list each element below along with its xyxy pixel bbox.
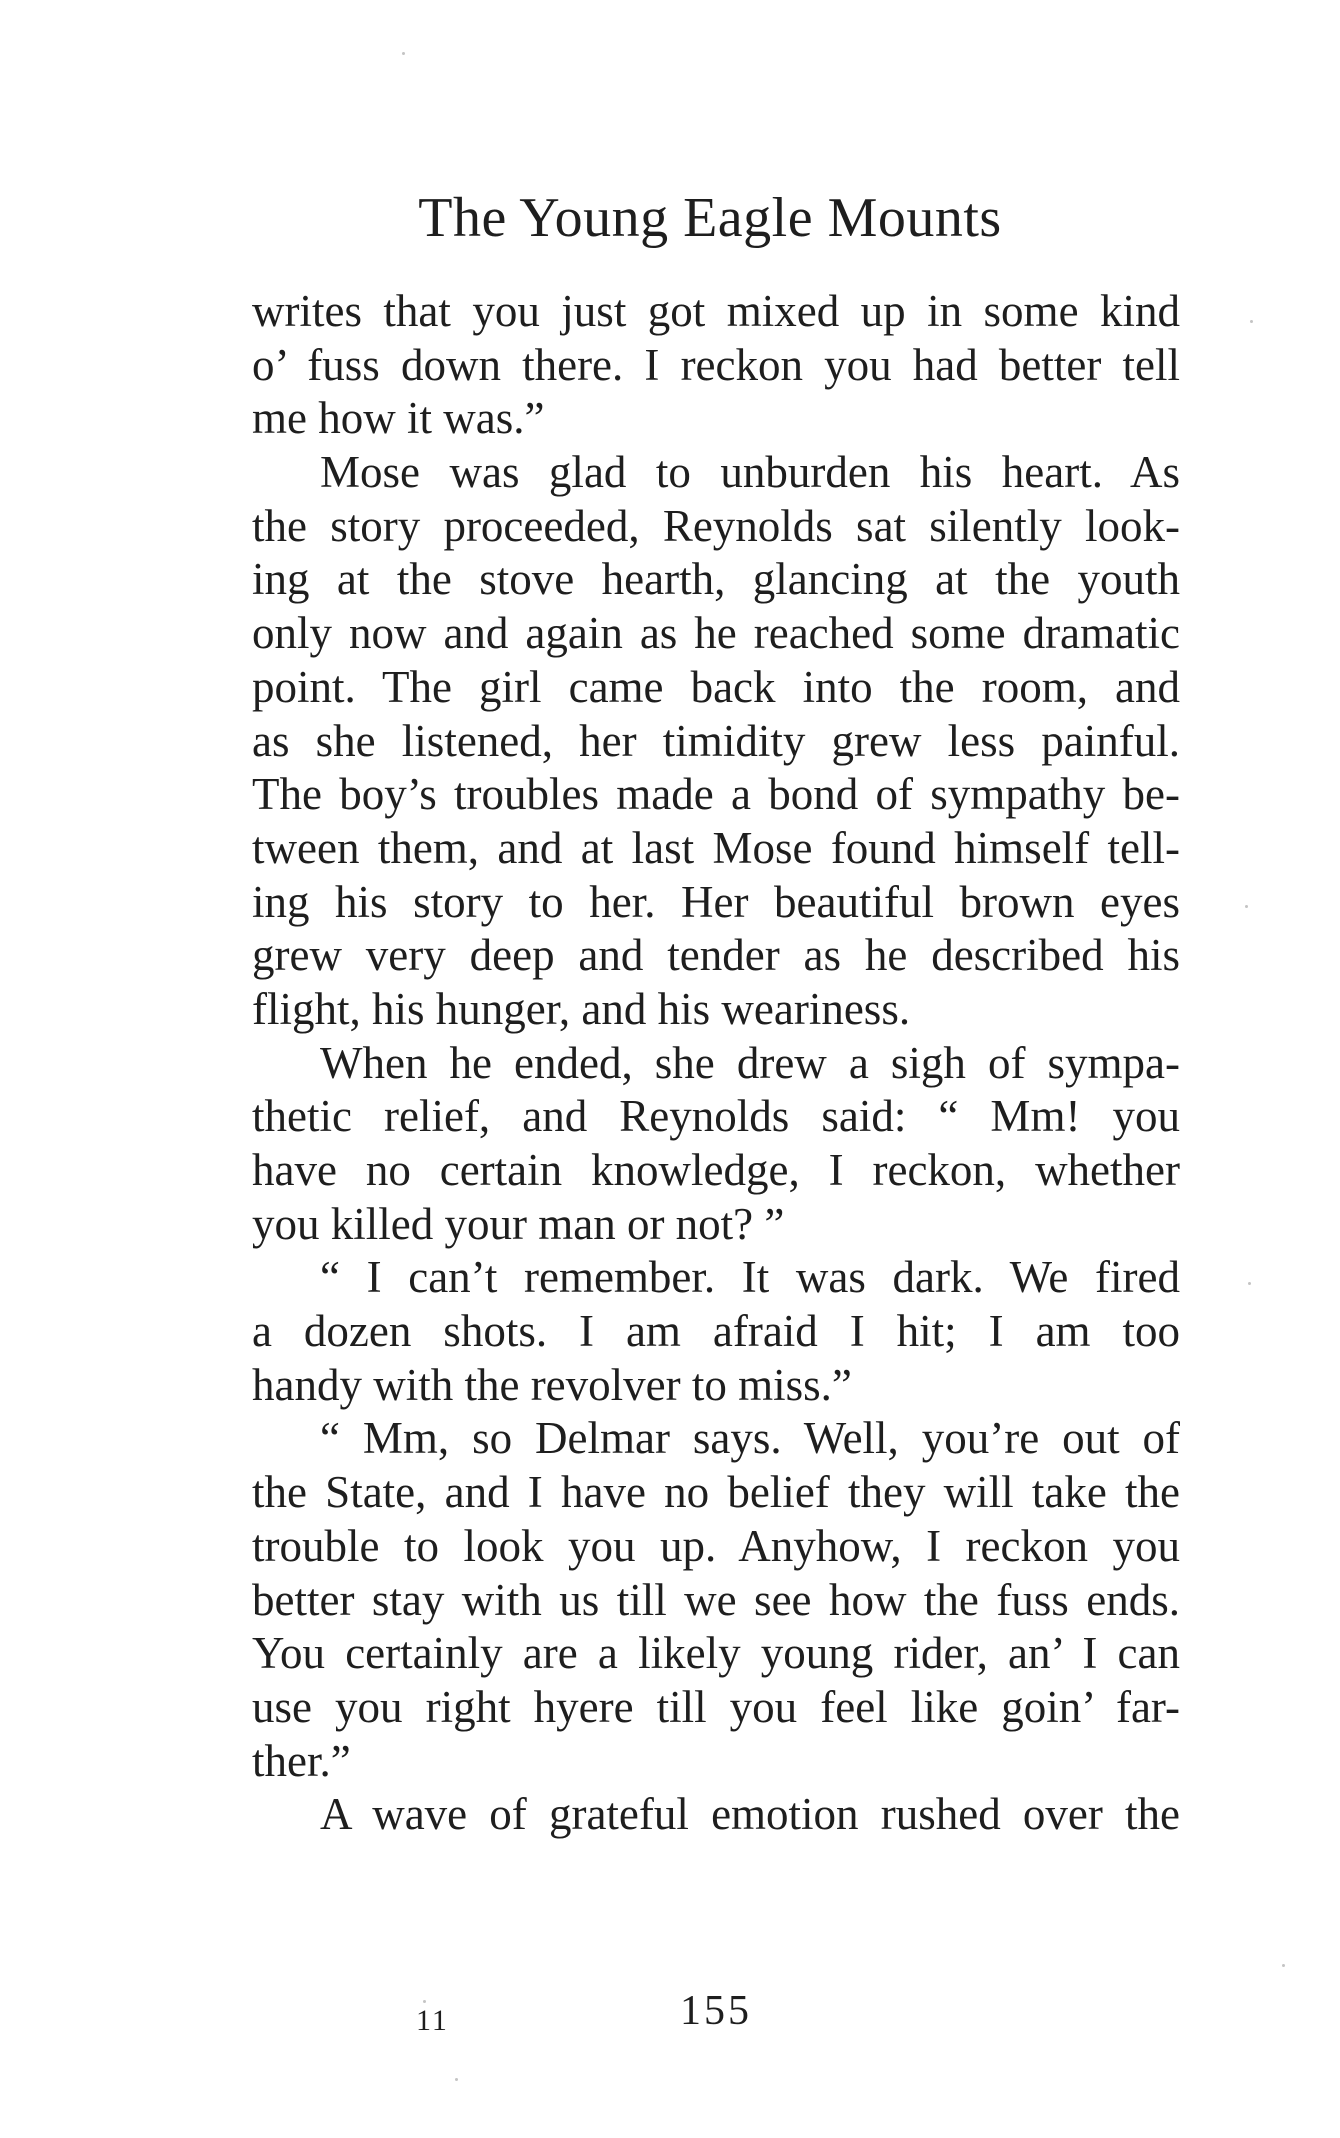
paper-speck (1245, 905, 1248, 908)
paper-speck (1282, 1964, 1285, 1967)
text-line: ing at the stove hearth, glancing at the youth (252, 554, 1180, 605)
text-line: as she listened, her timidity grew less painful. (252, 715, 1180, 766)
text-line: writes that you just got mixed up in some kind (252, 286, 1180, 336)
text-line: When he ended, she drew a sigh of sympa- (320, 1037, 1180, 1088)
text-line: you killed your man or not? ” (252, 1198, 785, 1249)
text-line: thetic relief, and Reynolds said: “ Mm! you (252, 1091, 1180, 1142)
text-line: point. The girl came back into the room, and (252, 661, 1180, 712)
paper-speck (1250, 320, 1253, 323)
text-line: use you right hyere till you feel like goin’ far- (252, 1681, 1180, 1732)
text-line: the State, and I have no belief they will take the (252, 1467, 1180, 1518)
text-line: ther.” (252, 1735, 351, 1786)
text-line: ing his story to her. Her beautiful brown eyes (252, 876, 1180, 927)
text-line: “ I can’t remember. It was dark. We fired (320, 1252, 1180, 1303)
text-line: Mose was glad to unburden his heart. As (320, 447, 1180, 498)
text-line: handy with the revolver to miss.” (252, 1359, 852, 1410)
signature-mark: 11 (416, 2004, 449, 2037)
running-head-text: The Young Eagle Mounts (418, 187, 1002, 249)
text-line: “ Mm, so Delmar says. Well, you’re out of (320, 1413, 1180, 1464)
paper-speck (455, 2078, 458, 2081)
text-line: better stay with us till we see how the fuss ends. (252, 1574, 1180, 1625)
text-line: You certainly are a likely young rider, an’ I can (252, 1628, 1180, 1679)
text-line: grew very deep and tender as he described his (252, 930, 1180, 981)
page-number: 155 (680, 1988, 752, 2034)
text-line: tween them, and at last Mose found himself tell- (252, 822, 1180, 873)
text-line: flight, his hunger, and his weariness. (252, 983, 911, 1034)
text-line: The boy’s troubles made a bond of sympathy be- (252, 769, 1180, 820)
paper-speck (402, 52, 405, 55)
text-line: o’ fuss down there. I reckon you had better tell (252, 339, 1180, 390)
text-line: have no certain knowledge, I reckon, whether (252, 1145, 1180, 1195)
text-line: the story proceeded, Reynolds sat silently look- (252, 500, 1180, 551)
text-line: only now and again as he reached some dramatic (252, 608, 1180, 659)
paper-speck (423, 2000, 426, 2003)
text-line: A wave of grateful emotion rushed over the (320, 1789, 1180, 1840)
text-line: a dozen shots. I am afraid I hit; I am too (252, 1306, 1180, 1357)
text-line: me how it was.” (252, 393, 545, 444)
running-head (0, 183, 1340, 253)
body-text (252, 285, 1180, 1842)
text-line: trouble to look you up. Anyhow, I reckon you (252, 1520, 1180, 1571)
paper-speck (1248, 1282, 1251, 1285)
